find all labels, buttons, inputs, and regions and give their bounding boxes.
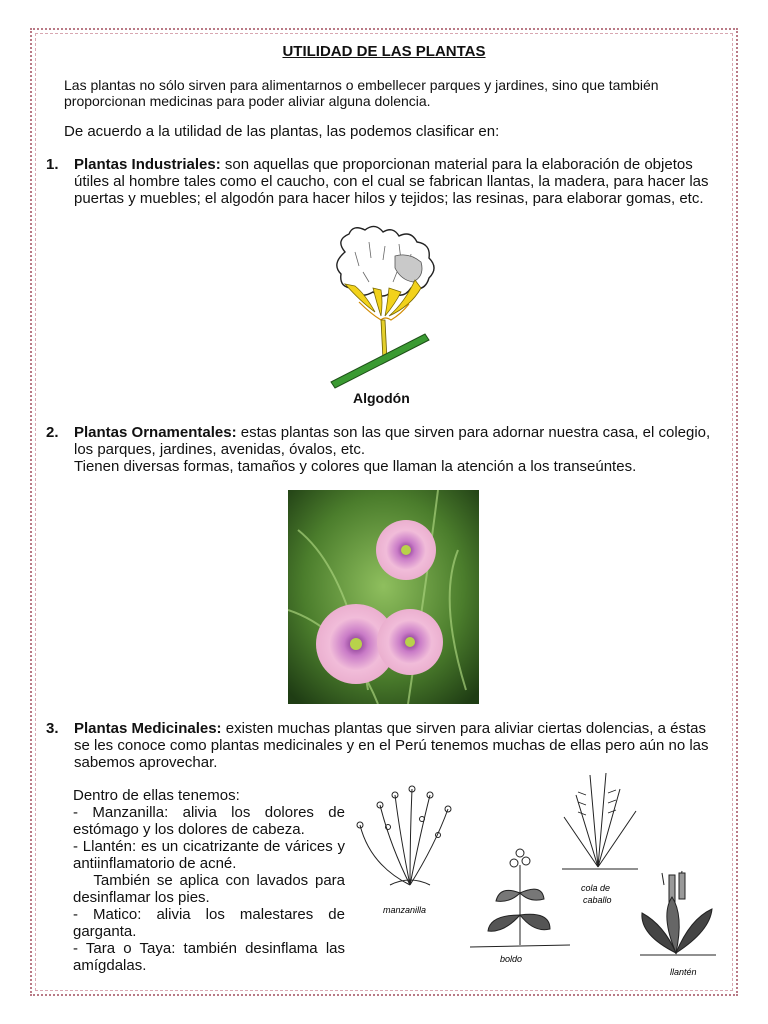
llanten-label: llantén [670,967,697,977]
list-item: - Manzanilla: alivia los dolores de estómago y los dolores de cabeza. [73,804,345,838]
list-item: - Tara o Taya: también desinflama las amígdalas. [73,940,345,974]
list-intro: Dentro de ellas tenemos: [73,787,240,804]
intro-paragraph: Las plantas no sólo sirven para alimentarnos o embellecer parques y jardines, sino que también proporcionan medicinas para poder aliviar alguna dolencia. [64,77,659,109]
item-text: son aquellas que proporcionan material para la elaboración de objetos útiles al hombre tales como el caucho, con el cual se fabrican llantas, la madera, para hacer las puertas y muebles; el algodón para hacer hilos y tejidos; las resinas, para elaborar gomas, etc. [74,156,709,207]
cotton-branch [331,334,429,388]
algodon-caption: Algodón [353,390,410,406]
flower-top [376,520,436,580]
ornamental-flower-photo [288,490,479,704]
cola-de-caballo-drawing [562,773,638,869]
boldo-label: boldo [500,954,523,964]
cola-label-line2: caballo [583,895,612,905]
list-item: También se aplica con lavados para desinflamar los pies. [73,872,350,906]
classify-sentence: De acuerdo a la utilidad de las plantas, las podemos clasificar en: [64,123,500,140]
item-number: 2. [46,424,59,441]
item-heading: Plantas Medicinales: [74,720,222,737]
boldo-drawing [470,849,570,947]
page-title: UTILIDAD DE LAS PLANTAS [282,43,486,60]
medicinal-plant-list [73,787,350,974]
cola-label-line1: cola de [581,883,611,893]
list-item: - Matico: alivia los malestares de garganta. [73,906,345,940]
item-heading: Plantas Ornamentales: [74,424,237,441]
flower-right [377,609,443,675]
list-item: - Llantén: es un cicatrizante de várices y antiinflamatorio de acné. [73,838,345,872]
manzanilla-drawing [357,786,451,885]
item-number: 3. [46,720,59,737]
manzanilla-label: manzanilla [383,905,427,915]
item-text: existen muchas plantas que sirven para aliviar ciertas dolencias, a éstas se les conoce como plantas medicinales y en el Perú tenemos muchas de ellas pero aún no las sabemos aprovechar. [74,720,709,771]
algodon-illustration [325,222,445,390]
item-text-2: Tienen diversas formas, tamaños y colores que llaman la atención a los transeúntes. [74,458,637,475]
item-text: estas plantas son las que sirven para adornar nuestra casa, el colegio, los parques, jardines, avenidas, óvalos, etc. [74,424,711,458]
medicinal-plants-illustration [350,765,740,980]
item-heading: Plantas Industriales: [74,156,221,173]
llanten-drawing [640,871,716,955]
item-number: 1. [46,156,59,173]
